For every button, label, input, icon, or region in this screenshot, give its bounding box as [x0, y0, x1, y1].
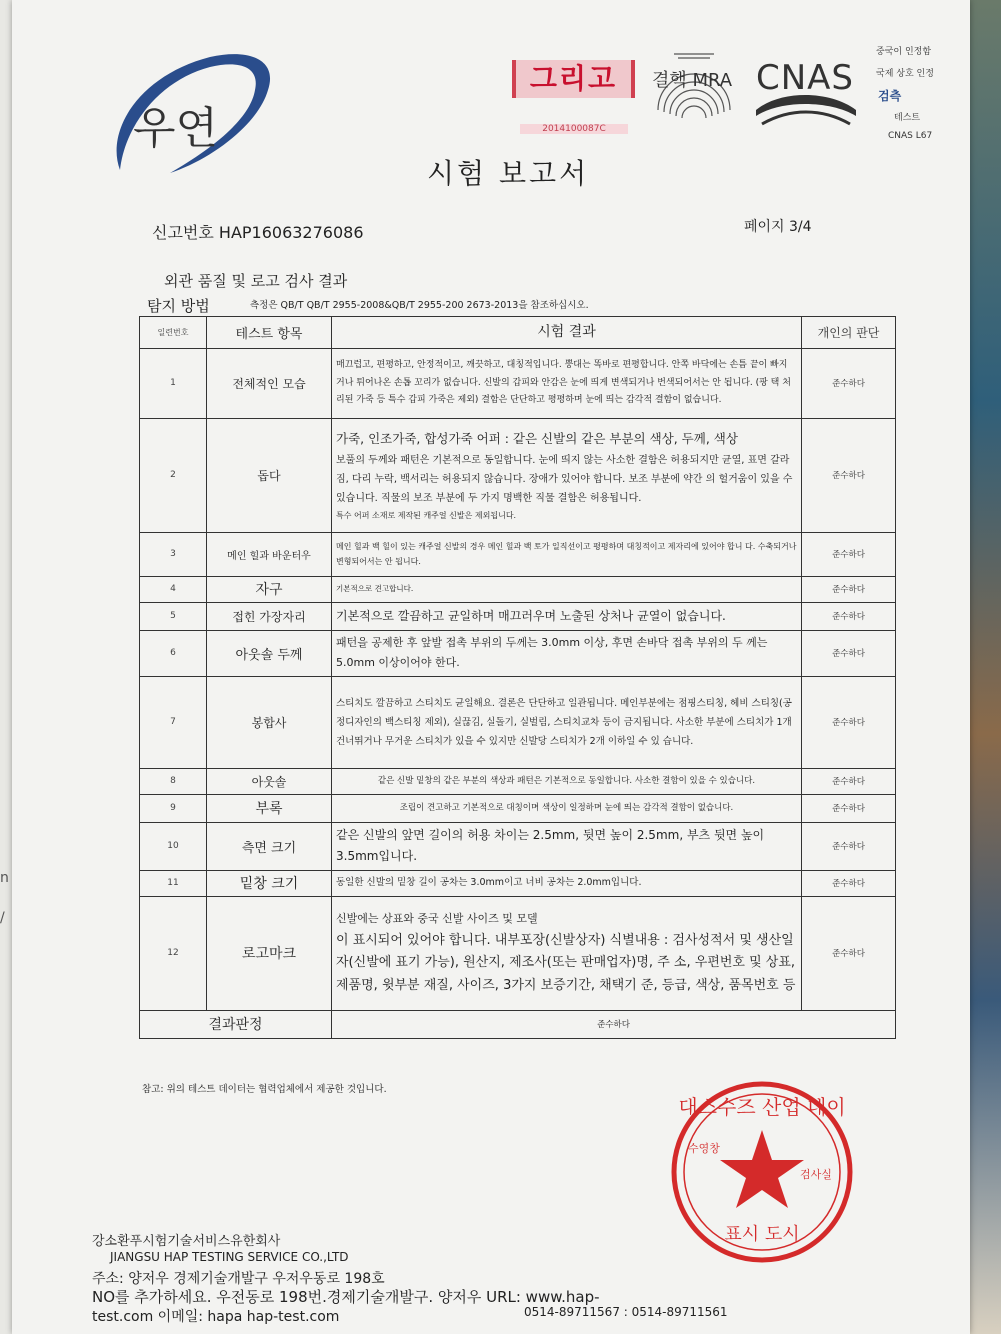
header-no: 일련번호 [140, 317, 207, 349]
company-stamp [668, 1078, 856, 1266]
row-no: 5 [140, 602, 207, 630]
row-item: 부록 [207, 794, 332, 822]
cnas-label: CNAS [756, 58, 855, 98]
row-result: 메인 힐과 백 힐이 있는 캐주얼 신발의 경우 메인 힐과 백 토가 일직선이고 평평하며 대칭적이고 제자리에 있어야 합니 다. 수축되거나 변형되어서는 안 됩니다. [332, 532, 802, 576]
row-judge: 준수하다 [802, 630, 896, 676]
row-result-lead: 가죽, 인조가죽, 합성가죽 어퍼 : 같은 신발의 같은 부분의 색상, 두께, 색상 [336, 431, 738, 447]
footer-address-2: NO를 추가하세요. 우전동로 198번.경제기술개발구. 양저우 URL: www.hap- [92, 1288, 600, 1306]
row-no: 2 [140, 418, 207, 532]
row-judge: 준수하다 [802, 768, 896, 794]
left-page-strip: n / [0, 0, 12, 1334]
row-judge: 준수하다 [802, 794, 896, 822]
row-result [332, 896, 802, 1010]
row-result: 패턴을 공제한 후 앞발 접촉 부위의 두께는 3.0mm 이상, 후면 손바닥 접촉 부위의 두 께는 5.0mm 이상이어야 한다. [332, 630, 802, 676]
stamp-bottom-text: 표시 도시 [724, 1224, 800, 1245]
row-no: 12 [140, 896, 207, 1010]
row-result [332, 418, 802, 532]
row-item: 측면 크기 [207, 822, 332, 870]
cert-line-2: 국제 상호 인정 [876, 69, 934, 79]
table-row [140, 418, 896, 532]
row-judge: 준수하다 [802, 822, 896, 870]
report-number: 신고번호 HAP16063276086 [152, 223, 364, 242]
row-result: 같은 신발의 앞면 길이의 허용 차이는 2.5mm, 뒷면 높이 2.5mm, 부츠 뒷면 높이 3.5mm입니다. [332, 822, 802, 870]
table-row [140, 630, 896, 676]
footer-company-ko: 강소환푸시험기술서비스유한회사 [92, 1234, 281, 1249]
row-result-body: 보풀의 두께와 패턴은 기본적으로 동일합니다. 눈에 띄지 않는 사소한 결함은 허용되지만 균열, 표면 갈라짐, 다리 누락, 백서리는 허용되지 않습니다. 장애가 있어야 합니다. 보조 부분에 약간 의 헐거움이 있을 수 있습니다. 직물의 보조 부분에 두 가지 명백한 직물 결함은 허용됩니다. [336, 454, 793, 504]
method-text: 측정은 QB/T QB/T 2955-2008&QB/T 2955-200 2673-2013을 참조하십시오. [250, 300, 589, 311]
table-row [140, 576, 896, 602]
footer-company-en: JIANGSU HAP TESTING SERVICE CO.,LTD [110, 1250, 349, 1264]
final-label: 결과판정 [140, 1010, 332, 1038]
row-no: 11 [140, 870, 207, 896]
table-header-row [140, 317, 896, 349]
row-result: 스티치도 깔끔하고 스티치도 균일해요. 결론은 단단하고 일관됩니다. 메인부분에는 점핑스티칭, 헤비 스티칭(공정디자인의 백스티칭 제외), 실끊김, 실돌기, 실벌림, 스티치교차 등이 금지됩니다. 사소한 부분에 스티치가 1개 건너뛰거나 무거운 스티치가 있을 수 있지만 신발당 스티치가 2개 이하일 수 있 습니다. [332, 676, 802, 768]
table-row [140, 348, 896, 418]
row-item: 아웃솔 [207, 768, 332, 794]
row-item: 로고마크 [207, 896, 332, 1010]
table-row [140, 602, 896, 630]
header-item: 테스트 항목 [207, 317, 332, 349]
row-item: 자구 [207, 576, 332, 602]
row-result: 매끄럽고, 편평하고, 안정적이고, 깨끗하고, 대칭적입니다. 뿡대는 똑바로 편평합니다. 안쪽 바닥에는 손틈 끝이 빠지 거나 튀어나온 손톱 꼬리가 없습니다. 신발의 갑피와 안감은 눈에 띄게 변색되거나 번색되어서는 안 됩니다. (팡 택 처리된 가죽 등 특수 갑피 가죽은 제외) 결함은 단단하고 평평하며 눈에 띄는 감각적 결함이 없습니다. [332, 348, 802, 418]
cert-line-5: CNAS L67 [888, 131, 933, 141]
table-row [140, 676, 896, 768]
header-result: 시험 결과 [332, 317, 802, 349]
cert-line-4: 테스트 [894, 113, 921, 123]
row-result-lead: 신발에는 상표와 중국 신발 사이즈 및 모델 [336, 911, 538, 925]
row-no: 10 [140, 822, 207, 870]
row-no: 3 [140, 532, 207, 576]
row-no: 9 [140, 794, 207, 822]
note-text: 참고: 위의 테스트 데이터는 협력업체에서 제공한 것입니다. [142, 1084, 387, 1095]
cert-line-3: 검측 [878, 89, 902, 103]
method-label: 탐지 방법 [147, 297, 210, 315]
footer-email: test.com 이메일: hapa hap-test.com [92, 1309, 340, 1325]
row-result: 조립이 견고하고 기본적으로 대칭이며 색상이 일정하며 눈에 띄는 감각적 결함이 없습니다. [332, 794, 802, 822]
row-result: 기본적으로 깔끔하고 균일하며 매끄러우며 노출된 상처나 균열이 없습니다. [332, 602, 802, 630]
cert-line-1: 중국이 인정함 [876, 47, 932, 57]
logo-text: 우연 [133, 103, 219, 154]
row-judge: 준수하다 [802, 348, 896, 418]
row-judge: 준수하다 [802, 532, 896, 576]
row-result-body: 이 표시되어 있어야 합니다. 내부포장(신발상자) 식별내용 : 검사성적서 및 생산일자(신발에 표기 가능), 원산지, 제조사(또는 판매업자)명, 주 소, 우편번호 및 상표, 제품명, 윗부분 재질, 사이즈, 3가지 보증기간, 채택기 준, 등급, 색상, 품목번호 등 [336, 932, 796, 994]
row-item: 봉합사 [207, 676, 332, 768]
seal-code: 2014100087C [520, 124, 628, 134]
final-value: 준수하다 [332, 1010, 896, 1038]
row-result-tail: 특수 어퍼 소재로 제작된 캐주얼 신발은 제외됩니다. [336, 510, 517, 520]
row-no: 6 [140, 630, 207, 676]
table-row [140, 768, 896, 794]
row-judge: 준수하다 [802, 676, 896, 768]
table-row [140, 870, 896, 896]
table-row [140, 794, 896, 822]
row-no: 7 [140, 676, 207, 768]
page-title: 시험 보고서 [427, 157, 590, 190]
row-result: 동일한 신발의 밑창 길이 공차는 3.0mm이고 너비 공차는 2.0mm입니다. [332, 870, 802, 896]
row-result: 같은 신발 밑창의 같은 부분의 색상과 패턴은 기본적으로 동일합니다. 사소한 결함이 있을 수 있습니다. [332, 768, 802, 794]
row-judge: 준수하다 [802, 602, 896, 630]
seal-text: 그리고 [529, 62, 618, 95]
final-row [140, 1010, 896, 1038]
row-item: 밑창 크기 [207, 870, 332, 896]
seal-badge [512, 60, 635, 98]
row-no: 1 [140, 348, 207, 418]
row-item: 전체적인 모습 [207, 348, 332, 418]
row-no: 8 [140, 768, 207, 794]
row-result: 기본적으로 견고합니다. [332, 576, 802, 602]
section-title: 외관 품질 및 로고 검사 결과 [164, 272, 348, 290]
row-no: 4 [140, 576, 207, 602]
row-judge: 준수하다 [802, 896, 896, 1010]
footer-phone: 0514-89711567 : 0514-89711561 [524, 1305, 728, 1319]
row-item: 돕다 [207, 418, 332, 532]
footer-address: 주소: 양저우 경제기술개발구 우저우동로 198호 [92, 1271, 385, 1287]
mra-label: 결핵 MRA [652, 70, 733, 91]
page-number: 페이지 3/4 [744, 219, 812, 235]
row-item: 아웃솔 두께 [207, 630, 332, 676]
table-row [140, 532, 896, 576]
row-judge: 준수하다 [802, 418, 896, 532]
header-judge: 개인의 판단 [802, 317, 896, 349]
row-item: 접힌 가장자리 [207, 602, 332, 630]
stamp-left-text: 수영창 [688, 1142, 720, 1155]
row-item: 메인 힐과 바운터우 [207, 532, 332, 576]
table-row [140, 822, 896, 870]
row-judge: 준수하다 [802, 870, 896, 896]
table-row [140, 896, 896, 1010]
results-table [139, 316, 896, 1039]
stamp-right-text: 검사실 [800, 1168, 832, 1181]
stamp-top-text: 대스수즈 산업 네이 [678, 1095, 846, 1119]
row-judge: 준수하다 [802, 576, 896, 602]
